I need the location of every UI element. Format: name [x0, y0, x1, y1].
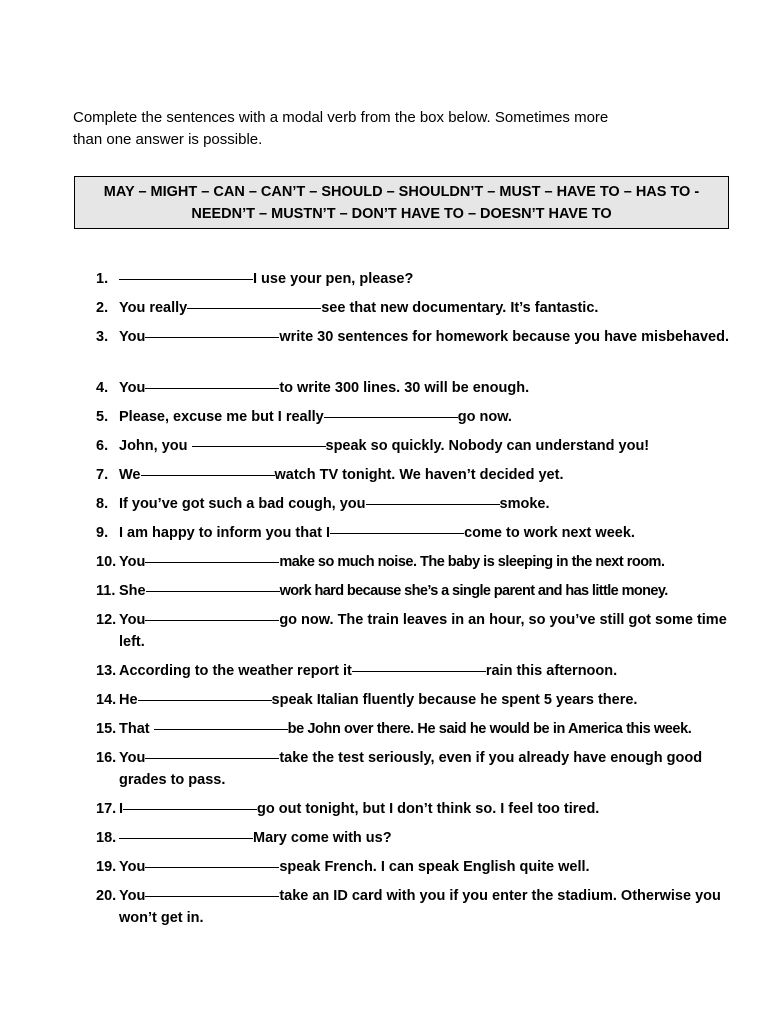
item-number: 16. [96, 750, 117, 766]
item-text-after: Mary come with us? [253, 830, 392, 846]
item-number: 17. [96, 801, 117, 817]
item-text-before: That [119, 721, 154, 737]
item-text-before: You [119, 329, 146, 345]
item-number: 2. [96, 300, 109, 316]
item-text-before: You [119, 859, 146, 875]
item-text-after: watch TV tonight. We haven’t decided yet. [274, 467, 564, 483]
item-number: 1. [96, 271, 109, 287]
answer-blank[interactable] [138, 699, 272, 701]
item-text-before: You [119, 888, 146, 904]
item-text-before: I am happy to inform you that I [119, 525, 331, 541]
exercise-item [96, 493, 746, 515]
item-text-after: speak Italian fluently because he spent 5 years there. [271, 692, 638, 708]
item-text-after: go now. The train leaves in an hour, so you’ve still got some time left. [119, 612, 727, 650]
item-text-after: make so much noise. The baby is sleeping in the next room. [279, 554, 665, 570]
item-text-before: You [119, 612, 146, 628]
item-text-after: take an ID card with you if you enter the stadium. Otherwise you won’t get in. [119, 888, 721, 926]
exercise-item [96, 522, 746, 544]
item-text-after: take the test seriously, even if you already have enough good grades to pass. [119, 750, 703, 788]
answer-blank[interactable] [145, 387, 279, 389]
answer-blank[interactable] [154, 728, 288, 730]
item-text-after: write 30 sentences for homework because you have misbehaved. [279, 329, 729, 345]
item-text-before: He [119, 692, 138, 708]
exercise-item [96, 609, 746, 653]
instructions-line-2: than one answer is possible. [73, 131, 263, 148]
exercise-item [96, 326, 746, 348]
item-text-after: rain this afternoon. [485, 663, 618, 679]
item-text-before: John, you [119, 438, 192, 454]
item-text-after: go now. [457, 409, 512, 425]
item-number: 3. [96, 329, 109, 345]
item-number: 14. [96, 692, 117, 708]
item-text-before: You [119, 380, 146, 396]
item-number: 9. [96, 525, 109, 541]
item-text-after: speak so quickly. Nobody can understand you! [325, 438, 650, 454]
exercise-item [96, 406, 746, 428]
item-text-after: I use your pen, please? [253, 271, 414, 287]
modal-verb-box [74, 176, 729, 229]
item-number: 12. [96, 612, 117, 628]
item-number: 20. [96, 888, 117, 904]
item-number: 11. [96, 583, 116, 599]
item-text-after: be John over there. He said he would be in America this week. [287, 721, 692, 737]
exercise-item [96, 827, 746, 849]
exercise-item [96, 885, 746, 929]
exercise-item [96, 580, 746, 602]
item-text-after: smoke. [499, 496, 550, 512]
exercise-item [96, 464, 746, 486]
instructions-line-1: Complete the sentences with a modal verb from the box below. Sometimes more [73, 109, 609, 126]
exercise-item [96, 435, 746, 457]
answer-blank[interactable] [145, 895, 279, 897]
answer-blank[interactable] [146, 590, 280, 592]
item-number: 10. [96, 554, 117, 570]
exercise-item [96, 297, 746, 319]
item-number: 6. [96, 438, 109, 454]
item-text-before: Please, excuse me but I really [119, 409, 324, 425]
answer-blank[interactable] [330, 532, 464, 534]
exercise-item [96, 551, 746, 573]
exercise-item [96, 268, 746, 290]
exercise-item [96, 718, 746, 740]
item-number: 8. [96, 496, 109, 512]
item-text-before: According to the weather report it [119, 663, 352, 679]
item-text-before: You really [119, 300, 188, 316]
answer-blank[interactable] [145, 336, 279, 338]
answer-blank[interactable] [145, 561, 279, 563]
item-number: 19. [96, 859, 117, 875]
answer-blank[interactable] [119, 278, 253, 280]
exercise-item [96, 689, 746, 711]
answer-blank[interactable] [141, 474, 275, 476]
item-text-before: You [119, 750, 146, 766]
item-number: 18. [96, 830, 117, 846]
answer-blank[interactable] [366, 503, 500, 505]
exercise-item [96, 377, 746, 399]
item-number: 15. [96, 721, 117, 737]
answer-blank[interactable] [324, 416, 458, 418]
item-text-after: to write 300 lines. 30 will be enough. [279, 380, 530, 396]
answer-blank[interactable] [192, 445, 326, 447]
item-text-after: speak French. I can speak English quite well. [279, 859, 590, 875]
verb-box-line-1: MAY – MIGHT – CAN – CAN’T – SHOULD – SHOULDN’T – MUST – HAVE TO – HAS TO - [103, 184, 700, 200]
instructions [73, 107, 713, 151]
exercise-item [96, 856, 746, 878]
answer-blank[interactable] [187, 307, 321, 309]
item-number: 13. [96, 663, 117, 679]
item-text-before: If you’ve got such a bad cough, you [119, 496, 366, 512]
item-number: 4. [96, 380, 109, 396]
item-number: 7. [96, 467, 109, 483]
item-number: 5. [96, 409, 109, 425]
item-text-after: work hard because she’s a single parent and has little money. [279, 583, 668, 599]
answer-blank[interactable] [352, 670, 486, 672]
exercise-item [96, 747, 746, 791]
exercise-item [96, 798, 746, 820]
answer-blank[interactable] [145, 619, 279, 621]
answer-blank[interactable] [123, 808, 257, 810]
item-text-after: see that new documentary. It’s fantastic. [321, 300, 599, 316]
item-text-before: We [119, 467, 141, 483]
answer-blank[interactable] [145, 757, 279, 759]
item-text-after: come to work next week. [464, 525, 635, 541]
exercise-item [96, 660, 746, 682]
item-text-after: go out tonight, but I don’t think so. I feel too tired. [257, 801, 600, 817]
answer-blank[interactable] [145, 866, 279, 868]
answer-blank[interactable] [119, 837, 253, 839]
item-text-before: I [119, 801, 124, 817]
verb-box-line-2: NEEDN’T – MUSTN’T – DON’T HAVE TO – DOESN’T HAVE TO [191, 206, 612, 222]
item-text-before: You [119, 554, 146, 570]
item-text-before: She [119, 583, 146, 599]
